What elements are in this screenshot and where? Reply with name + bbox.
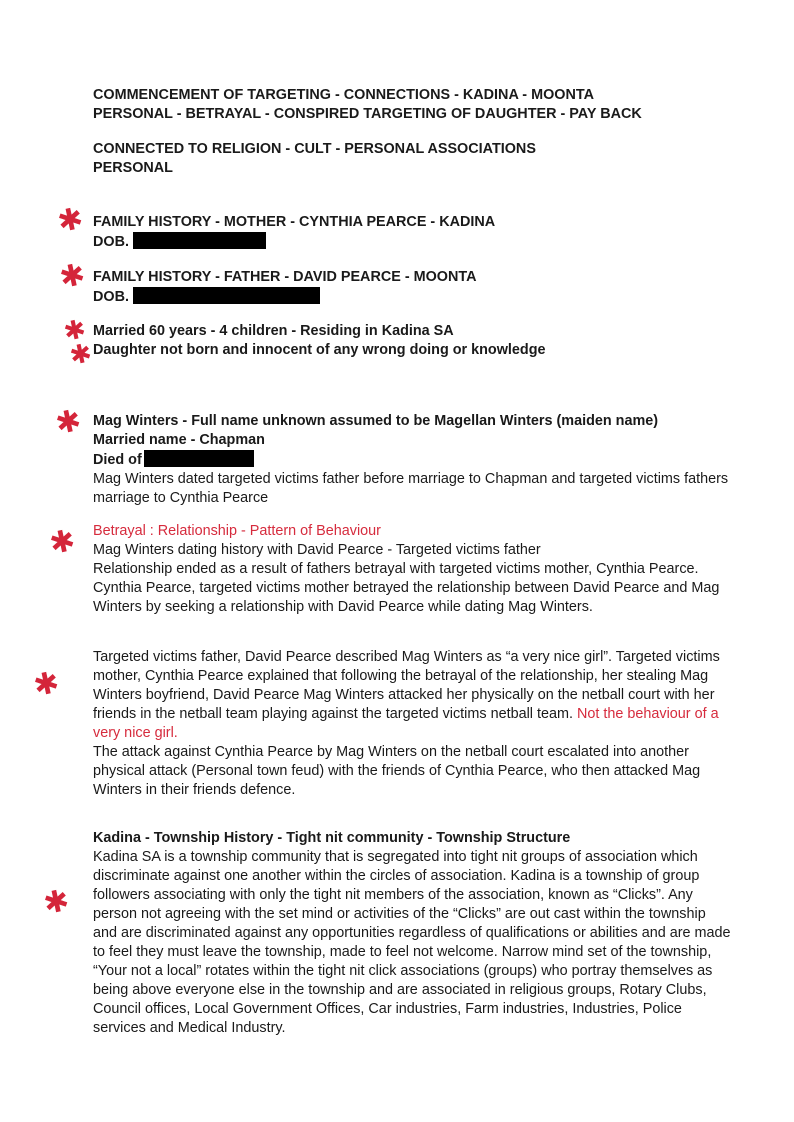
header-block-2 xyxy=(93,140,733,178)
betrayal-line-1: Mag Winters dating history with David Pearce - Targeted victims father xyxy=(93,542,541,558)
attack-red-remark: Not the behaviour of a very nice girl. xyxy=(93,706,719,741)
handwritten-star-mark: ✱ xyxy=(54,200,87,241)
mother-section xyxy=(93,213,733,252)
mother-dob-label: DOB. xyxy=(93,234,129,250)
header-line-2: PERSONAL - BETRAYAL - CONSPIRED TARGETING OF DAUGHTER - PAY BACK xyxy=(93,106,642,122)
handwritten-star-mark: ✱ xyxy=(52,402,85,443)
mag-died-line xyxy=(93,450,733,470)
redaction-bar xyxy=(133,287,320,304)
header-line-1: COMMENCEMENT OF TARGETING - CONNECTIONS - KADINA - MOONTA xyxy=(93,87,594,103)
mag-married-name: Married name - Chapman xyxy=(93,432,265,448)
attack-paragraph-1 xyxy=(93,648,733,743)
attack-paragraph-2: The attack against Cynthia Pearce by Mag Winters on the netball court escalated into another physical attack (Personal town feud) with the friends of Cynthia Pearce, who then attacked Mag Winters in their friends defence. xyxy=(93,744,701,798)
kadina-paragraph: Kadina SA is a township community that is segregated into tight nit groups of association which discriminate against one another within the circles of association. Kadina is a township of group followers associating with only the tight nit members of the association, known as “Clicks”. Any person not agreeing with the set mind or activities of the “Clicks” are out cast within the township and are discriminated against any opportunities regardless of qualifications or abilities and are made to feel they must leave the township, made to feel not welcome. Narrow mind set of the township, “Your not a local” rotates within the tight nit click associations (groups) who portray themselves as being above everyone else in the township and are associated in religious groups, Rotary Clubs, Council offices, Local Government Offices, Car industries, Farm industries, Industries, Police services and Medical Industry. xyxy=(93,849,731,1036)
father-section xyxy=(93,268,733,307)
kadina-section xyxy=(93,829,733,1038)
handwritten-star-mark: ✱ xyxy=(40,882,73,923)
handwritten-star-mark: ✱ xyxy=(30,664,63,705)
father-heading: FAMILY HISTORY - FATHER - DAVID PEARCE - MOONTA xyxy=(93,269,477,285)
handwritten-star-mark: ✱ xyxy=(46,522,79,563)
handwritten-star-mark: ✱ xyxy=(56,256,89,297)
mag-heading: Mag Winters - Full name unknown assumed to be Magellan Winters (maiden name) xyxy=(93,413,659,429)
mag-paragraph: Mag Winters dated targeted victims father before marriage to Chapman and targeted victims fathers marriage to Cynthia Pearce xyxy=(93,471,729,506)
handwritten-star-mark: ✱ xyxy=(61,314,89,348)
redaction-bar xyxy=(133,232,266,249)
mother-heading: FAMILY HISTORY - MOTHER - CYNTHIA PEARCE - KADINA xyxy=(93,214,496,230)
betrayal-heading: Betrayal : Relationship - Pattern of Behaviour xyxy=(93,523,381,539)
kadina-heading: Kadina - Township History - Tight nit community - Township Structure xyxy=(93,830,571,846)
betrayal-paragraph: Relationship ended as a result of fathers betrayal with targeted victims mother, Cynthia Pearce. Cynthia Pearce, targeted victims mother betrayed the relationship between David Pearce and Mag Winters by seeking a relationship with David Pearce while dating Mag Winters. xyxy=(93,561,720,615)
redaction-bar xyxy=(144,450,254,467)
attack-section xyxy=(93,648,733,800)
handwritten-star-mark: ✱ xyxy=(67,338,95,372)
mag-died-label: Died of xyxy=(93,452,142,468)
father-dob-line xyxy=(93,287,733,307)
daughter-line: Daughter not born and innocent of any wrong doing or knowledge xyxy=(93,342,546,358)
attack-paragraph-1-text: Targeted victims father, David Pearce described Mag Winters as “a very nice girl”. Targeted victims mother, Cynthia Pearce explained that following the betrayal of the relationship, her stealing Mag Winters boyfriend, David Pearce Mag Winters attacked her physically on the netball court with her friends in the netball team playing against the targeted victims netball team. xyxy=(93,649,720,722)
mother-dob-line xyxy=(93,232,733,252)
family-facts xyxy=(93,322,733,360)
father-dob-label: DOB. xyxy=(93,289,129,305)
mag-section xyxy=(93,412,733,508)
betrayal-section xyxy=(93,522,733,617)
header-line-4: PERSONAL xyxy=(93,160,173,176)
header-block xyxy=(93,86,733,124)
header-line-3: CONNECTED TO RELIGION - CULT - PERSONAL ASSOCIATIONS xyxy=(93,141,536,157)
married-line: Married 60 years - 4 children - Residing in Kadina SA xyxy=(93,323,454,339)
